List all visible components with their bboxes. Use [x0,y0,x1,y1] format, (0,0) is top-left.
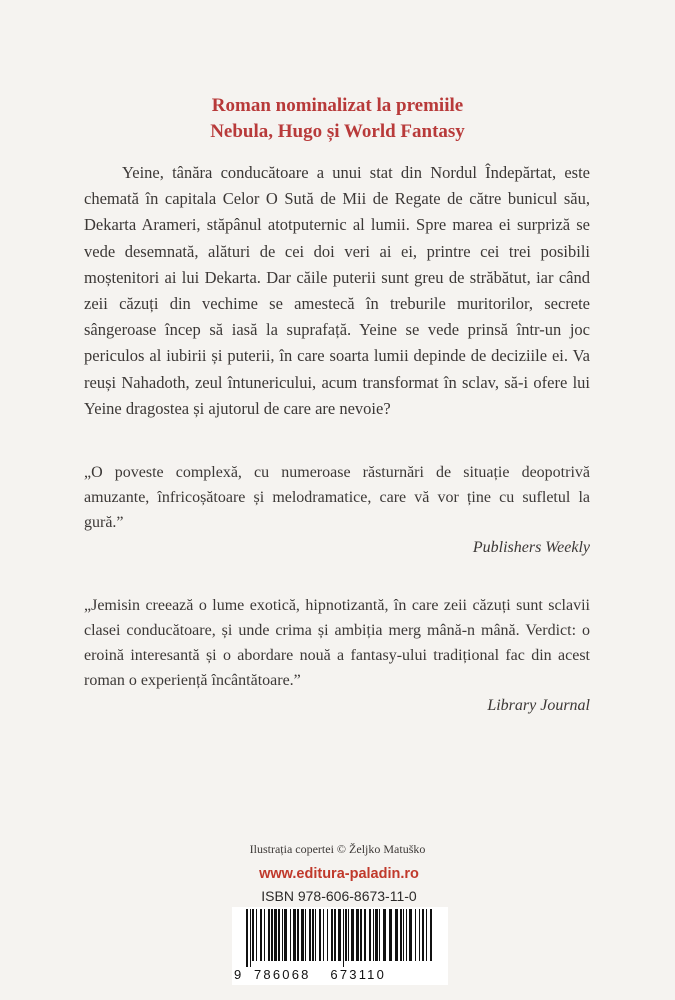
barcode-bar [403,909,404,961]
award-headline-line-1: Roman nominalizat la premiile [211,95,464,116]
illustration-credit: Ilustrația copertei © Željko Matuško [249,842,426,856]
review-quote-1-text: „O poveste complexă, cu numeroase răsturnări de situație deopotrivă amuzante, înfricoșătoare și melodramatice, care vă vor ține cu sufletul la gură.” [84,464,590,531]
barcode-bar [293,909,296,961]
barcode-bar [290,909,291,961]
barcode-bar [400,909,402,961]
barcode-bar [406,909,407,961]
barcode-digits [248,967,444,982]
barcode-bar [327,909,328,961]
barcode-bar [252,909,254,961]
barcode-bar [379,909,380,961]
barcode-bar [426,909,427,961]
barcode-bar [305,909,306,961]
review-quote-1 [84,460,590,560]
barcode-bar [338,909,341,961]
barcode-bars [246,909,436,967]
barcode-bar [348,909,349,961]
synopsis-text: Yeine, tânăra conducătoare a unui stat din Nordul Îndepărtat, este chemată în capitala Celor O Sută de Mii de Regate de către bunicul său, Dekarta Arameri, stăpânul atotputernic al lumii. Spre marea ei surpriză se vede desemnată, alături de cei doi veri ai ei, printre cei trei posibili moștenitori ai lui Dekarta. Dar căile puterii sunt greu de străbătut, iar când zeii căzuți din vechime se amestecă în treburile muritorilor, secrete sângeroase încep să iasă la suprafață. Yeine se vede prinsă într-un joc periculos al iubirii și puterii, în care soarta lumii depinde de deciziile ei. Va reuși Nahadoth, zeul întunericului, acum transformat în sclav, să-i ofere lui Yeine dragostea și ajutorul de care are nevoie? [84,163,590,418]
barcode-bar [409,909,412,961]
review-quote-2 [84,593,590,718]
barcode-bar [278,909,280,961]
barcode-bar [246,909,248,967]
barcode-bar [415,909,416,961]
barcode-bar [369,909,371,961]
barcode-bar [264,909,265,961]
barcode-bar [323,909,324,961]
barcode-bar [422,909,424,961]
barcode-bar [419,909,420,961]
barcode-bar [274,909,277,961]
review-quote-2-text: „Jemisin creează o lume exotică, hipnotizantă, în care zeii căzuți sunt sclavii clasei conducătoare, și unde crima și ambiția merg mână-n mână. Verdict: o eroină interesantă și o abordare nouă a fantasy-ului tradițional fac din acest roman o experiență încântătoare.” [84,597,590,689]
barcode-bar [297,909,299,961]
barcode-bar [312,909,314,961]
barcode-bar [389,909,392,961]
barcode-bar [364,909,366,961]
barcode-bar [282,909,283,961]
barcode-bar [360,909,362,961]
barcode-bar [334,909,336,961]
isbn-number: ISBN 978-606-8673-11-0 [261,888,417,904]
barcode-bar [331,909,333,961]
barcode-bar [375,909,378,961]
award-headline-line-2: Nebula, Hugo și World Fantasy [210,121,465,142]
synopsis [84,160,590,422]
barcode-bar [284,909,287,961]
barcode-bar [373,909,374,961]
barcode-left-digits: 786068 [254,967,311,982]
barcode-lead-digit: 9 [234,967,242,982]
barcode-bar [260,909,262,961]
barcode-bar [268,909,270,961]
barcode-bar [430,909,432,961]
barcode-bar [301,909,304,961]
barcode-bar [309,909,311,961]
barcode-bar [395,909,398,961]
barcode-right-digits: 673110 [330,967,387,982]
review-quote-2-source: Library Journal [487,697,590,714]
barcode-bar [319,909,321,961]
barcode-bar [256,909,257,961]
barcode-bar [343,909,344,967]
barcode-bar [345,909,347,961]
barcode-bar [315,909,316,961]
publisher-website: www.editura-paladin.ro [259,866,419,882]
barcode-bar [351,909,354,961]
barcode-bar [250,909,251,967]
isbn-barcode [232,907,448,985]
review-quote-1-source: Publishers Weekly [472,539,590,556]
barcode-bar [383,909,386,961]
barcode-bar [356,909,359,961]
barcode-bar [271,909,273,961]
